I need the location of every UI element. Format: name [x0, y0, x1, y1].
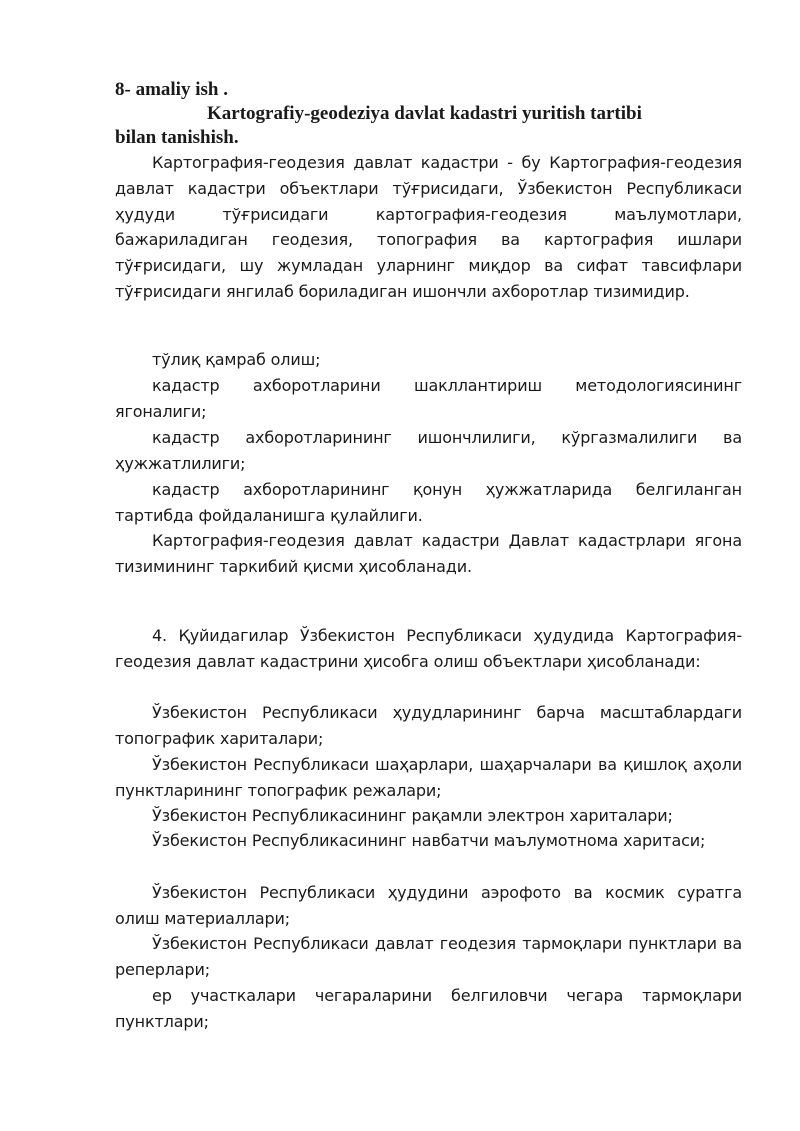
- system-component-paragraph: Картография-геодезия давлат кадастри Давлат кадастрлари ягона тизимининг таркибий қисми ҳисобланади.: [115, 531, 742, 576]
- section-4-intro: 4. Қуйидагилар Ўзбекистон Республикаси ҳудудида Картография-геодезия давлат кадастрини ҳисобга олиш объектлари ҳисобланади:: [115, 626, 742, 671]
- object-item-digital-maps: Ўзбекистон Республикасининг рақамли электрон хариталари;: [152, 806, 673, 825]
- practical-work-number: 8- amaliy ish .: [115, 79, 228, 100]
- page-title-line-2: bilan tanishish.: [115, 127, 239, 148]
- object-item-topographic-plans: Ўзбекистон Республикаси шаҳарлари, шаҳарчалари ва қишлоқ аҳоли пунктларининг топографик режалари;: [115, 755, 742, 800]
- object-item-aerial-space-imagery: Ўзбекистон Республикаси ҳудудини аэрофото ва космик суратга олиш материаллари;: [115, 883, 742, 928]
- principle-item-full-coverage: тўлиқ қамраб олиш;: [152, 350, 321, 369]
- object-item-boundary-network-points: ер участкалари чегараларини белгиловчи чегара тармоқлари пунктлари;: [115, 986, 742, 1031]
- object-item-topographic-maps: Ўзбекистон Республикаси ҳудудларининг барча масштаблардаги топографик хариталари;: [115, 703, 742, 748]
- principle-item-accessibility: кадастр ахборотларининг қонун ҳужжатларида белгиланган тартибда фойдаланишга қулайлиги.: [115, 480, 742, 525]
- object-item-duty-reference-map: Ўзбекистон Республикасининг навбатчи маълумотнома харитаси;: [152, 831, 706, 850]
- object-item-geodetic-network-points: Ўзбекистон Республикаси давлат геодезия тармоқлари пунктлари ва реперлари;: [115, 934, 742, 979]
- principle-item-reliability: кадастр ахборотларининг ишончлилиги, кўргазмалилиги ва ҳужжатлилиги;: [115, 428, 742, 473]
- page-title-line-1: Kartografiy-geodeziya davlat kadastri yuritish tartibi: [207, 103, 642, 124]
- intro-paragraph: Картография-геодезия давлат кадастри - бу Картография-геодезия давлат кадастри объектлари тўғрисидаги, Ўзбекистон Республикаси ҳудуди тўғрисидаги картография-геодезия маълумотлари, бажариладиган геодезия, топография ва картография ишлари тўғрисидаги, шу жумладан уларнинг миқдор ва сифат тавсифлари тўғрисидаги янгилаб бориладиган ишончли ахборотлар тизимидир.: [115, 153, 742, 301]
- principle-item-uniform-methodology: кадастр ахборотларини шакллантириш методологиясининг ягоналиги;: [115, 376, 742, 421]
